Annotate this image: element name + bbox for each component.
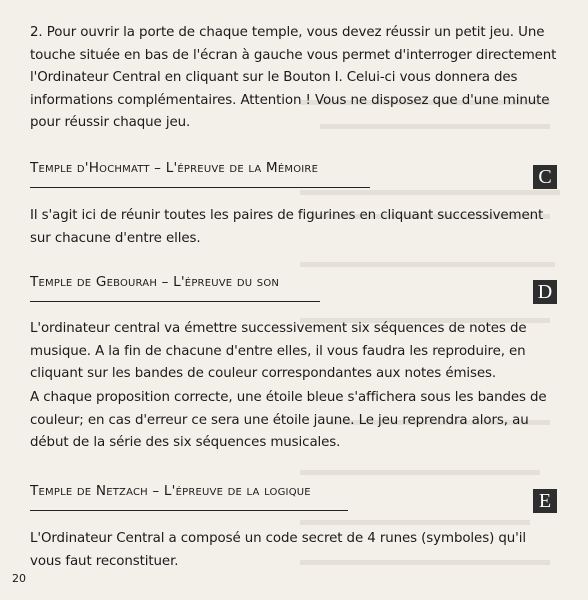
page-number: 20 — [12, 572, 26, 585]
section-paragraph: L'ordinateur central va émettre successivement six séquences de notes de musique. A la fin de chacune d'entre elles, il vous faudra les reproduire, en cliquant sur les bandes de couleur correspondantes aux notes émises. — [30, 321, 527, 381]
section-underline — [30, 510, 348, 511]
section-underline — [30, 187, 370, 188]
section-underline — [30, 301, 320, 302]
section-letter-badge: D — [533, 280, 557, 304]
section-paragraph: Il s'agit ici de réunir toutes les paires de figurines en cliquant successivement sur chacune d'entre elles. — [30, 208, 544, 246]
intro-paragraph: 2. Pour ouvrir la porte de chaque temple, vous devez réussir un petit jeu. Une touche située en bas de l'écran à gauche vous permet d'interroger directement l'Ordinateur Central en cliquant sur le Bouton I. Celui-ci vous donnera des informations complémentaires. Attention ! Vous ne disposez que d'une minute pour réussir chaque jeu. — [30, 25, 557, 130]
section-paragraph: L'Ordinateur Central a composé un code secret de 4 runes (symboles) qu'il vous faut reconstituer. — [30, 531, 526, 569]
section-paragraph: A chaque proposition correcte, une étoile bleue s'affichera sous les bandes de couleur; en cas d'erreur ce sera une étoile jaune. Le jeu reprendra alors, au début de la série des six séquences musicales. — [30, 390, 547, 450]
section-letter-badge: E — [533, 489, 557, 513]
section-title-netzach: Temple de Netzach – L'épreuve de la logique — [30, 483, 311, 499]
section-title-hochmatt: Temple d'Hochmatt – L'épreuve de la Mémoire — [30, 160, 319, 176]
section-title-gebourah: Temple de Gebourah – L'épreuve du son — [30, 274, 280, 290]
section-letter-badge: C — [533, 165, 557, 189]
